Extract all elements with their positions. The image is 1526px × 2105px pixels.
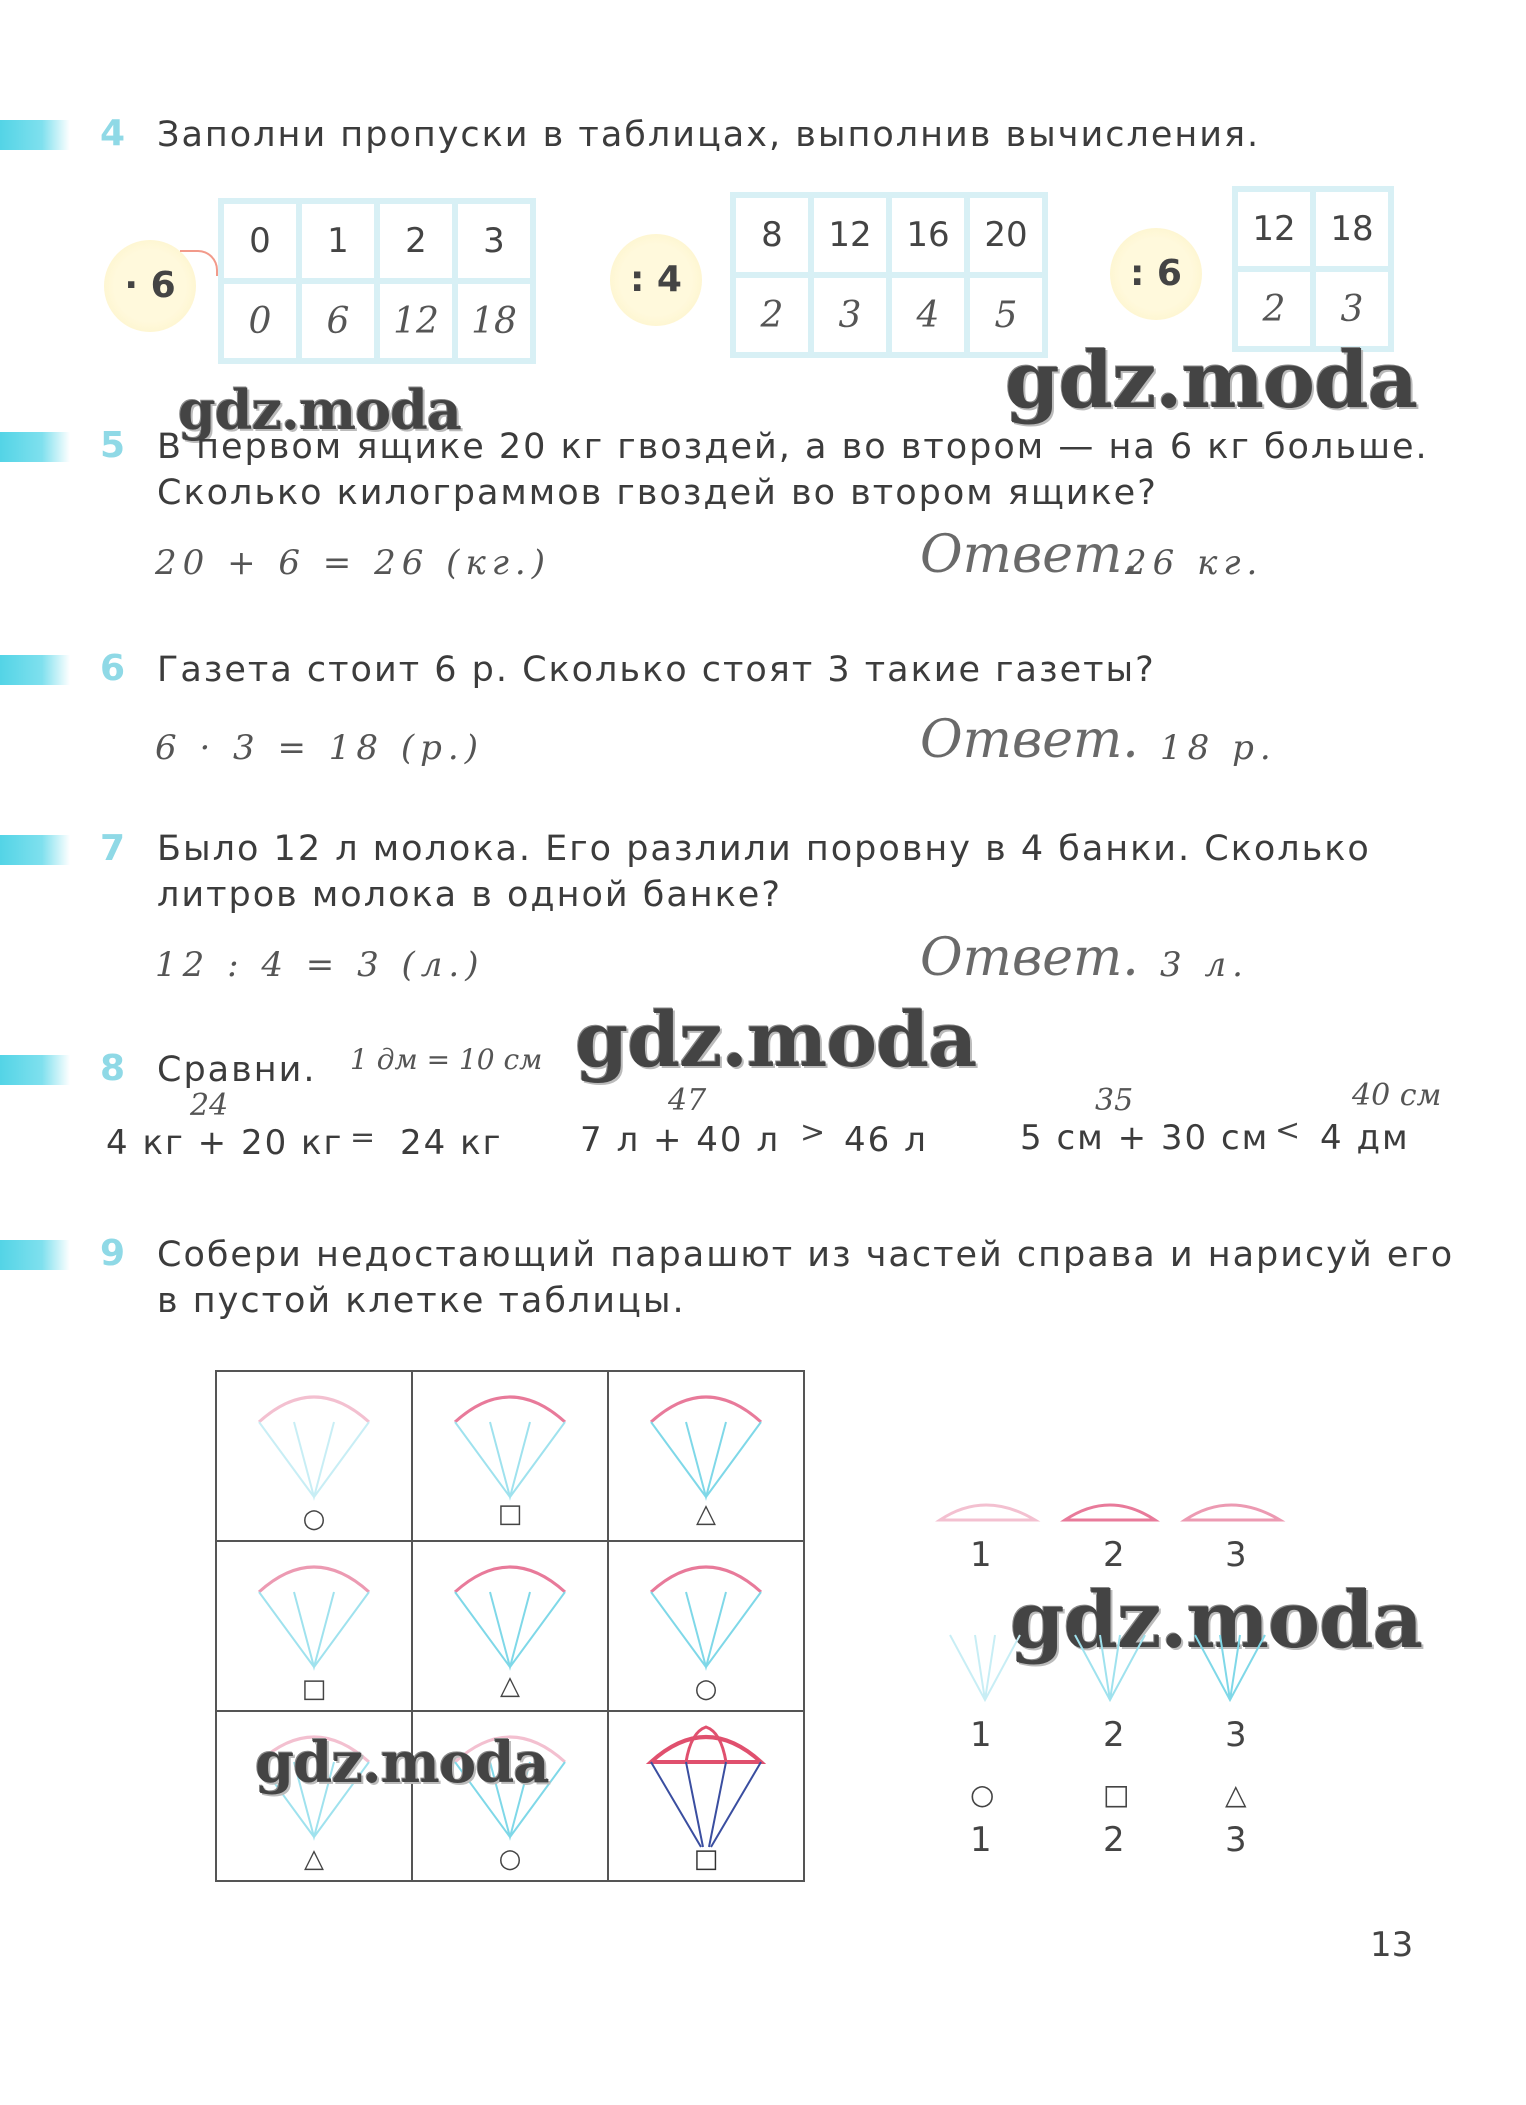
handwritten-sum: 35	[1095, 1083, 1134, 1118]
grid-shape: △	[304, 1844, 324, 1872]
task-text: Сколько килограммов гвоздей во втором ящике?	[157, 473, 1158, 513]
grid-shape: ○	[694, 1674, 718, 1702]
task-number: 8	[100, 1048, 126, 1089]
watermark: gdz.moda	[1005, 335, 1418, 426]
watermark: gdz.moda	[1010, 1575, 1423, 1666]
table-cell: 12	[1235, 189, 1313, 269]
handwritten-sum: 47	[668, 1083, 707, 1118]
grid-cell	[216, 1541, 412, 1711]
task-text: Собери недостающий парашют из частей справа и нарисуй его	[157, 1235, 1455, 1275]
task-marker-bar	[0, 835, 70, 865]
parachute-icon	[254, 1382, 374, 1532]
grid-cell	[216, 1371, 412, 1541]
table-cell-answer: 18	[455, 281, 533, 361]
compare-sign: <	[1275, 1113, 1301, 1148]
parachute-icon	[450, 1382, 570, 1532]
table-cell: 2	[377, 201, 455, 281]
table-cell-answer: 3	[811, 275, 889, 355]
answer-value: 3 л.	[1160, 945, 1249, 985]
parachute-icon	[646, 1382, 766, 1532]
task-number: 7	[100, 828, 126, 869]
table-cell: 8	[733, 195, 811, 275]
compare-rhs: 46 л	[844, 1120, 928, 1160]
table-cell-answer: 2	[1235, 269, 1313, 349]
table-cell: 1	[299, 201, 377, 281]
table-cell: 18	[1313, 189, 1391, 269]
table-cell: 20	[967, 195, 1045, 275]
canopy-number: 2	[1103, 1535, 1125, 1575]
answer-value: 26 кг.	[1125, 543, 1264, 583]
watermark: gdz.moda	[178, 378, 461, 442]
task-text: Было 12 л молока. Его разлили поровну в 4 банки. Сколько	[157, 829, 1371, 869]
solution: 6 · 3 = 18 (р.)	[155, 728, 484, 768]
table-cell: 3	[455, 201, 533, 281]
parachute-icon	[254, 1552, 374, 1702]
lines-number: 3	[1225, 1715, 1247, 1755]
task-marker-bar	[0, 1055, 70, 1085]
calc-table-c	[1232, 186, 1394, 352]
operation-circle: : 6	[1110, 228, 1202, 320]
grid-cell	[608, 1371, 804, 1541]
watermark: gdz.moda	[255, 1730, 549, 1796]
basket-number: 3	[1225, 1820, 1247, 1860]
grid-cell	[412, 1541, 608, 1711]
table-cell-answer: 5	[967, 275, 1045, 355]
task-marker-bar	[0, 655, 70, 685]
parachute-icon	[450, 1552, 570, 1702]
compare-expression: 5 см + 30 см	[1020, 1118, 1270, 1158]
task-number: 6	[100, 648, 126, 689]
basket-shape: □	[1103, 1778, 1130, 1811]
table-cell: 0	[221, 201, 299, 281]
watermark: gdz.moda	[575, 995, 977, 1084]
calc-table-b	[730, 192, 1048, 358]
basket-number: 2	[1103, 1820, 1125, 1860]
compare-expression: 4 кг + 20 кг	[106, 1123, 344, 1163]
basket-shape: △	[1225, 1778, 1247, 1811]
lines-number: 2	[1103, 1715, 1125, 1755]
arrow-icon	[180, 250, 218, 276]
lines-parts	[930, 1630, 1290, 1710]
task-text: В первом ящике 20 кг гвоздей, а во втором — на 6 кг больше.	[157, 427, 1429, 467]
compare-sign: >	[800, 1115, 826, 1150]
canopy-number: 1	[970, 1535, 992, 1575]
calc-table-a	[218, 198, 536, 364]
grid-shape: □	[693, 1844, 719, 1872]
task-marker-bar	[0, 120, 70, 150]
task-text: Заполни пропуски в таблицах, выполнив вычисления.	[157, 115, 1261, 155]
lines-number: 1	[970, 1715, 992, 1755]
table-cell-answer: 12	[377, 281, 455, 361]
grid-cell-drawn	[608, 1711, 804, 1881]
handwritten-sum: 24	[190, 1088, 229, 1123]
parachute-grid	[215, 1370, 805, 1882]
task-number: 5	[100, 425, 126, 466]
task-text: в пустой клетке таблицы.	[157, 1281, 686, 1321]
answer-label: Ответ.	[920, 928, 1139, 988]
answer-label: Ответ.	[920, 710, 1139, 770]
table-cell: 12	[811, 195, 889, 275]
solution: 12 : 4 = 3 (л.)	[155, 945, 485, 985]
grid-shape: □	[497, 1499, 523, 1529]
grid-cell	[608, 1541, 804, 1711]
task-text: Газета стоит 6 р. Сколько стоят 3 такие газеты?	[157, 650, 1156, 690]
page-number: 13	[1370, 1925, 1414, 1965]
handwritten-conversion: 40 см	[1352, 1078, 1442, 1113]
operation-circle: · 6	[104, 240, 196, 332]
compare-expression: 7 л + 40 л	[580, 1120, 781, 1160]
task-number: 4	[100, 113, 126, 154]
canopy-parts	[930, 1485, 1290, 1525]
table-cell: 16	[889, 195, 967, 275]
answer-value: 18 р.	[1160, 728, 1277, 768]
task-number: 9	[100, 1233, 126, 1274]
canopy-number: 3	[1225, 1535, 1247, 1575]
compare-sign: =	[350, 1120, 376, 1155]
grid-shape: △	[696, 1499, 716, 1529]
table-cell-answer: 0	[221, 281, 299, 361]
grid-shape: ○	[498, 1844, 522, 1872]
solution: 20 + 6 = 26 (кг.)	[155, 543, 551, 583]
basket-number: 1	[970, 1820, 992, 1860]
drawn-parachute-icon	[646, 1722, 766, 1872]
task-marker-bar	[0, 1240, 70, 1270]
parachute-icon	[646, 1552, 766, 1702]
operation-circle: : 4	[610, 234, 702, 326]
grid-cell	[412, 1371, 608, 1541]
table-cell-answer: 6	[299, 281, 377, 361]
compare-rhs: 24 кг	[400, 1123, 503, 1163]
grid-shape: □	[301, 1674, 327, 1702]
table-cell-answer: 4	[889, 275, 967, 355]
task-marker-bar	[0, 432, 70, 462]
handwritten-note: 1 дм = 10 см	[350, 1043, 543, 1076]
table-cell-answer: 3	[1313, 269, 1391, 349]
answer-label: Ответ.	[920, 525, 1139, 585]
grid-shape: △	[500, 1671, 520, 1701]
table-cell-answer: 2	[733, 275, 811, 355]
task-text: Сравни.	[157, 1050, 317, 1090]
task-text: литров молока в одной банке?	[157, 875, 782, 915]
grid-shape: ○	[302, 1504, 326, 1532]
compare-rhs: 4 дм	[1320, 1118, 1410, 1158]
basket-shape: ○	[970, 1778, 995, 1811]
